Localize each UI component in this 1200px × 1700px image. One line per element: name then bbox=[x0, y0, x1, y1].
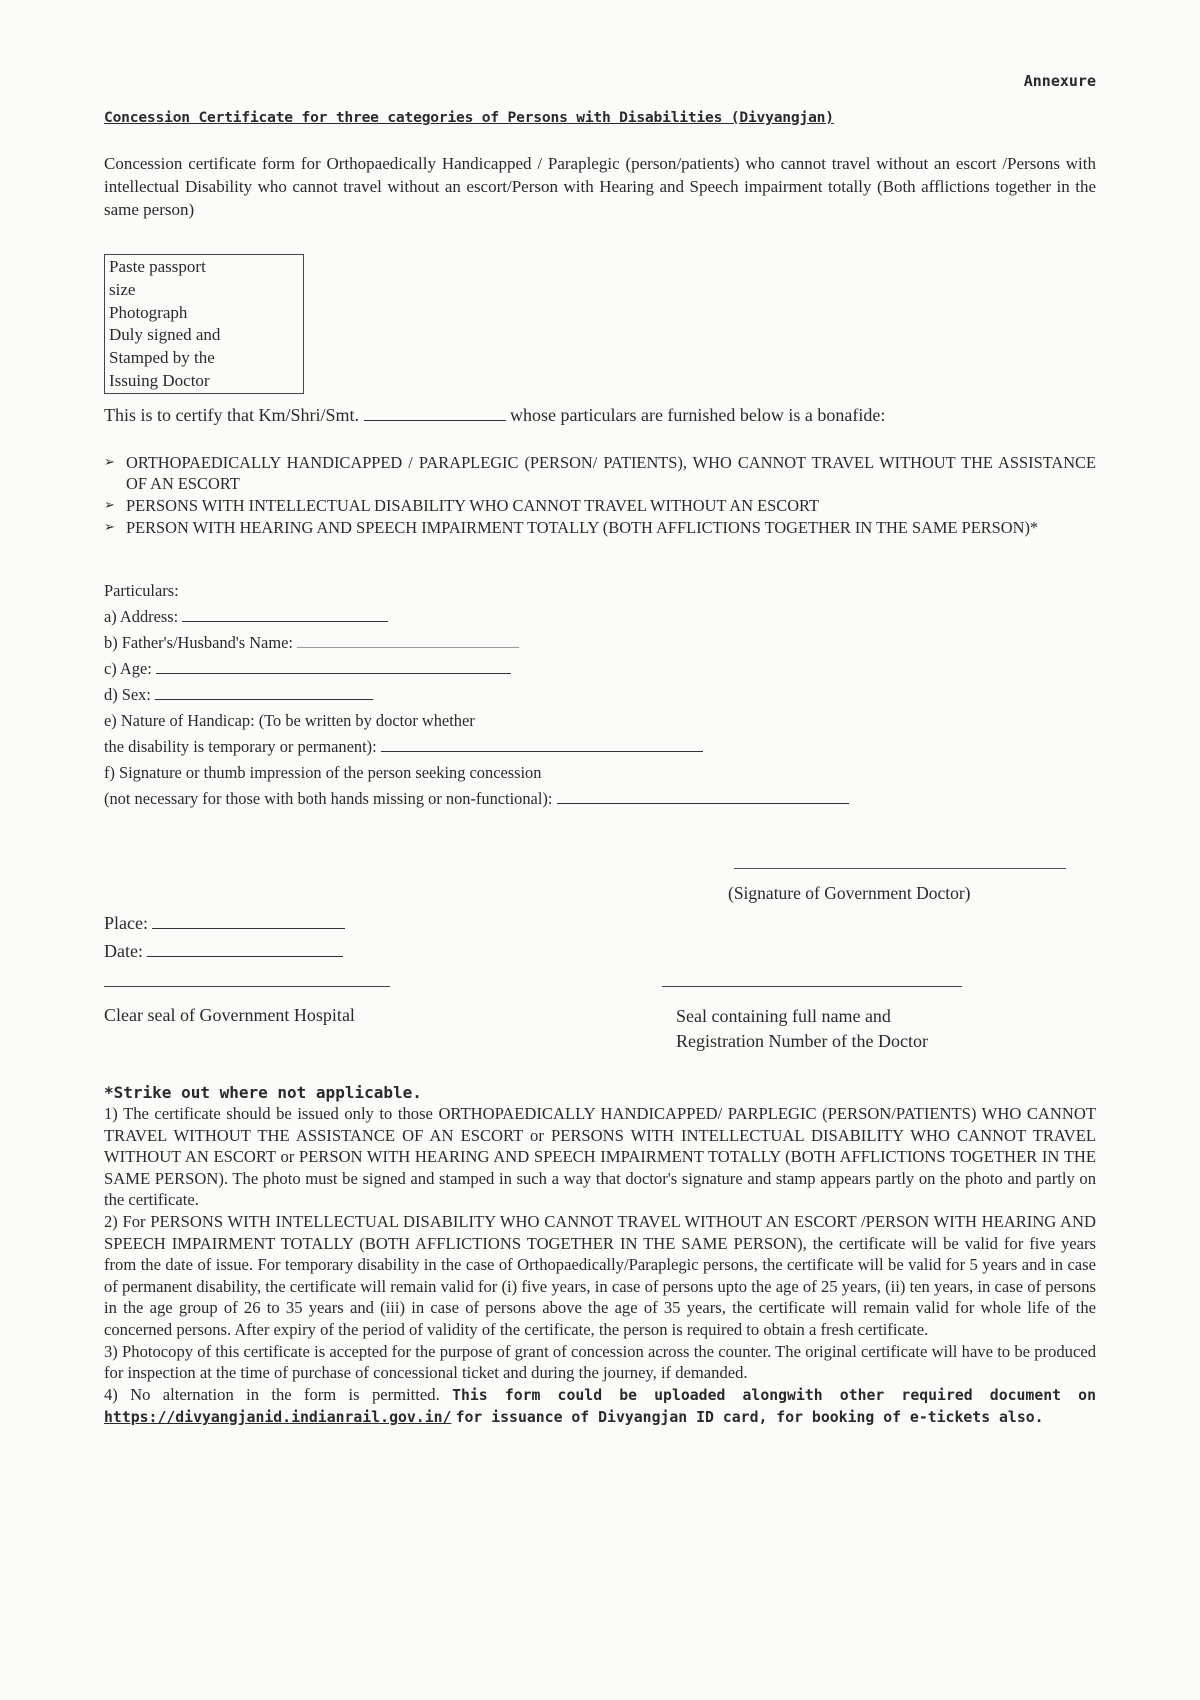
particulars-heading: Particulars: bbox=[104, 581, 179, 600]
address-field[interactable] bbox=[104, 604, 1096, 630]
place-blank-line bbox=[152, 928, 345, 929]
particulars-section bbox=[104, 578, 1096, 812]
father-name-field[interactable] bbox=[104, 630, 1096, 656]
doctor-signature-line[interactable] bbox=[734, 868, 1066, 869]
address-label: a) Address: bbox=[104, 607, 179, 626]
note-2: 2) For PERSONS WITH INTELLECTUAL DISABILITY WHO CANNOT TRAVEL WITHOUT AN ESCORT /PERSON WITH HEARING AND SPEECH IMPAIRMENT TOTALLY (BOTH AFFLICTIONS TOGETHER IN THE SAME PERSON), the certificate will be valid for five years from the date of issue. For temporary disability in the case of Orthopaedically/Paraplegic persons, the certificate will be valid for 5 years and in case of permanent disability, the certificate will remain valid for (i) five years, in case of persons upto the age of 25 years, (ii) ten years, in case of persons in the age group of 26 to 35 years and (iii) in case of persons above the age of 35 years, the certificate will remain valid for whole life of the concerned persons. After expiry of the period of validity of the certificate, the person is required to obtain a fresh certificate. bbox=[104, 1211, 1096, 1339]
note-3: 3) Photocopy of this certificate is accepted for the purpose of grant of concession across the counter. The original certificate will have to be produced for inspection at the time of purchase of concessional ticket and during the journey, if demanded. bbox=[104, 1341, 1096, 1383]
certificate-page bbox=[104, 0, 1096, 1700]
category-item: ➢ ORTHOPAEDICALLY HANDICAPPED / PARAPLEGIC (PERSON/ PATIENTS), WHO CANNOT TRAVEL WITHOUT THE ASSISTANCE OF AN ESCORT bbox=[104, 453, 1096, 493]
category-list bbox=[104, 452, 1096, 539]
doctor-seal-label-line2: Registration Number of the Doctor bbox=[676, 1031, 928, 1051]
notes-section bbox=[104, 1103, 1096, 1429]
arrow-bullet-icon: ➢ bbox=[104, 520, 115, 535]
place-label: Place: bbox=[104, 913, 148, 933]
hospital-seal-label: Clear seal of Government Hospital bbox=[104, 1005, 355, 1025]
photo-box-line: Paste passport bbox=[109, 257, 206, 276]
handicap-label-line2: the disability is temporary or permanent): bbox=[104, 737, 377, 756]
arrow-bullet-icon: ➢ bbox=[104, 498, 115, 513]
sex-blank-line bbox=[155, 699, 373, 700]
divyangjan-portal-link[interactable]: https://divyangjanid.indianrail.gov.in/ bbox=[104, 1409, 452, 1427]
annexure-label: Annexure bbox=[1023, 72, 1096, 90]
date-field[interactable] bbox=[104, 940, 343, 963]
father-name-label: b) Father's/Husband's Name: bbox=[104, 633, 293, 652]
arrow-bullet-icon: ➢ bbox=[104, 455, 115, 470]
applicant-signature-field[interactable] bbox=[104, 786, 1096, 812]
doctor-signature-label: (Signature of Government Doctor) bbox=[728, 883, 971, 903]
photo-box-line: Photograph bbox=[109, 302, 188, 322]
photo-box-line: size bbox=[109, 279, 136, 299]
date-label: Date: bbox=[104, 941, 143, 961]
age-field[interactable] bbox=[104, 656, 1096, 682]
certify-text-before: This is to certify that Km/Shri/Smt. bbox=[104, 405, 359, 425]
handicap-label-line1: e) Nature of Handicap: (To be written by doctor whether bbox=[104, 711, 475, 730]
note-4-bold-b: for issuance of Divyangjan ID card, for booking of e-tickets also. bbox=[455, 1409, 1044, 1427]
document-title: Concession Certificate for three categories of Persons with Disabilities (Divyangjan) bbox=[104, 109, 834, 126]
sex-field[interactable] bbox=[104, 682, 1096, 708]
signature-label-line2: (not necessary for those with both hands missing or non-functional): bbox=[104, 789, 553, 808]
certify-statement bbox=[104, 404, 1096, 426]
handicap-blank-line bbox=[381, 751, 703, 752]
category-item: ➢ PERSON WITH HEARING AND SPEECH IMPAIRMENT TOTALLY (BOTH AFFLICTIONS TOGETHER IN THE SAME PERSON)* bbox=[104, 518, 1039, 537]
doctor-seal-label bbox=[676, 1004, 928, 1054]
sex-label: d) Sex: bbox=[104, 685, 151, 704]
doctor-seal-label-line1: Seal containing full name and bbox=[676, 1006, 891, 1026]
note-4-bold-a: This form could be uploaded alongwith other required document on bbox=[452, 1386, 1096, 1404]
handicap-field[interactable] bbox=[104, 734, 1096, 760]
note-1: 1) The certificate should be issued only to those ORTHOPAEDICALLY HANDICAPPED/ PARPLEGIC (PERSON/PATIENTS) WHO CANNOT TRAVEL WITHOUT THE ASSISTANCE OF AN ESCORT or PERSONS WITH INTELLECTUAL DISABILITY WHO CANNOT TRAVEL WITHOUT AN ESCORT or PERSON WITH HEARING AND SPEECH IMPAIRMENT TOTALLY (BOTH AFFLICTIONS TOGETHER IN THE SAME PERSON). The photo must be signed and stamped in such a way that doctor's signature and stamp appears partly on the photo and partly on the certificate. bbox=[104, 1104, 1096, 1210]
note-4 bbox=[104, 1384, 1096, 1429]
photo-placeholder-box bbox=[104, 254, 304, 394]
place-field[interactable] bbox=[104, 912, 345, 935]
signature-label-line1: f) Signature or thumb impression of the person seeking concession bbox=[104, 763, 542, 782]
photo-box-line: Duly signed and bbox=[109, 325, 221, 345]
age-label: c) Age: bbox=[104, 659, 152, 678]
doctor-seal-line[interactable] bbox=[662, 986, 962, 987]
strike-out-heading: *Strike out where not applicable. bbox=[104, 1083, 422, 1102]
intro-paragraph: Concession certificate form for Orthopaedically Handicapped / Paraplegic (person/patients) who cannot travel without an escort /Persons with intellectual Disability who cannot travel without an escort/Person with Hearing and Speech impairment totally (Both afflictions together in the same person) bbox=[104, 154, 1096, 219]
name-blank-line bbox=[364, 420, 506, 421]
father-name-blank-line bbox=[297, 647, 519, 648]
photo-box-line: Stamped by the bbox=[109, 348, 215, 368]
address-blank-line bbox=[182, 621, 388, 622]
age-blank-line bbox=[156, 673, 511, 674]
date-blank-line bbox=[147, 956, 343, 957]
certify-text-after: whose particulars are furnished below is a bonafide: bbox=[510, 405, 886, 425]
hospital-seal-line[interactable] bbox=[104, 986, 390, 987]
note-4-plain: 4) No alternation in the form is permitted. bbox=[104, 1384, 440, 1404]
applicant-signature-blank-line bbox=[557, 803, 849, 804]
category-item: ➢ PERSONS WITH INTELLECTUAL DISABILITY WHO CANNOT TRAVEL WITHOUT AN ESCORT bbox=[104, 496, 820, 515]
photo-box-line: Issuing Doctor bbox=[109, 370, 210, 390]
